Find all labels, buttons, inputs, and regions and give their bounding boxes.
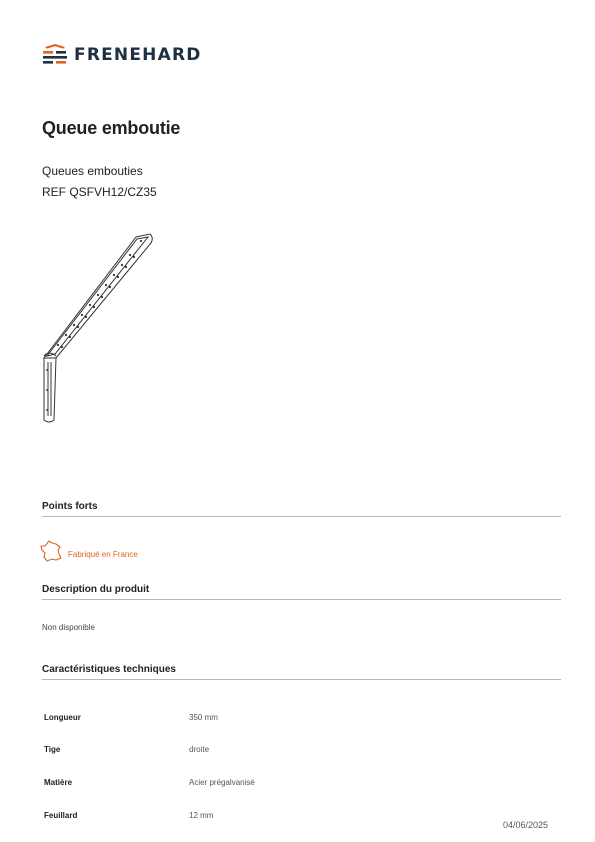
spec-value: 12 mm [189,811,214,820]
product-image [36,230,166,435]
description-text: Non disponible [42,623,95,632]
brand-logo [42,44,202,66]
spec-label: Feuillard [44,811,78,820]
product-reference: REF QSFVH12/CZ35 [42,185,157,199]
spec-label: Tige [44,745,61,754]
bent-flat-bar-drawing-icon [36,230,166,430]
product-subtitle: Queues embouties [42,164,143,178]
specs-heading: Caractéristiques techniques [42,664,176,675]
highlights-heading: Points forts [42,501,98,512]
spec-value: 350 mm [189,713,218,722]
france-map-icon [40,540,62,562]
spec-value: Acier prégalvanisé [189,778,255,787]
spec-label: Matière [44,778,73,787]
divider [42,516,561,517]
frenehard-stripes-logo-icon [42,44,68,66]
divider [42,599,561,600]
spec-value: droite [189,745,210,754]
feature-made-in-france [40,540,138,562]
divider [42,679,561,680]
spec-label: Longueur [44,713,81,722]
brand-name: FRENEHARD [74,45,202,65]
document-date: 04/06/2025 [503,820,549,830]
description-heading: Description du produit [42,584,150,595]
page-title: Queue emboutie [42,118,181,138]
feature-label: Fabriqué en France [68,549,138,559]
